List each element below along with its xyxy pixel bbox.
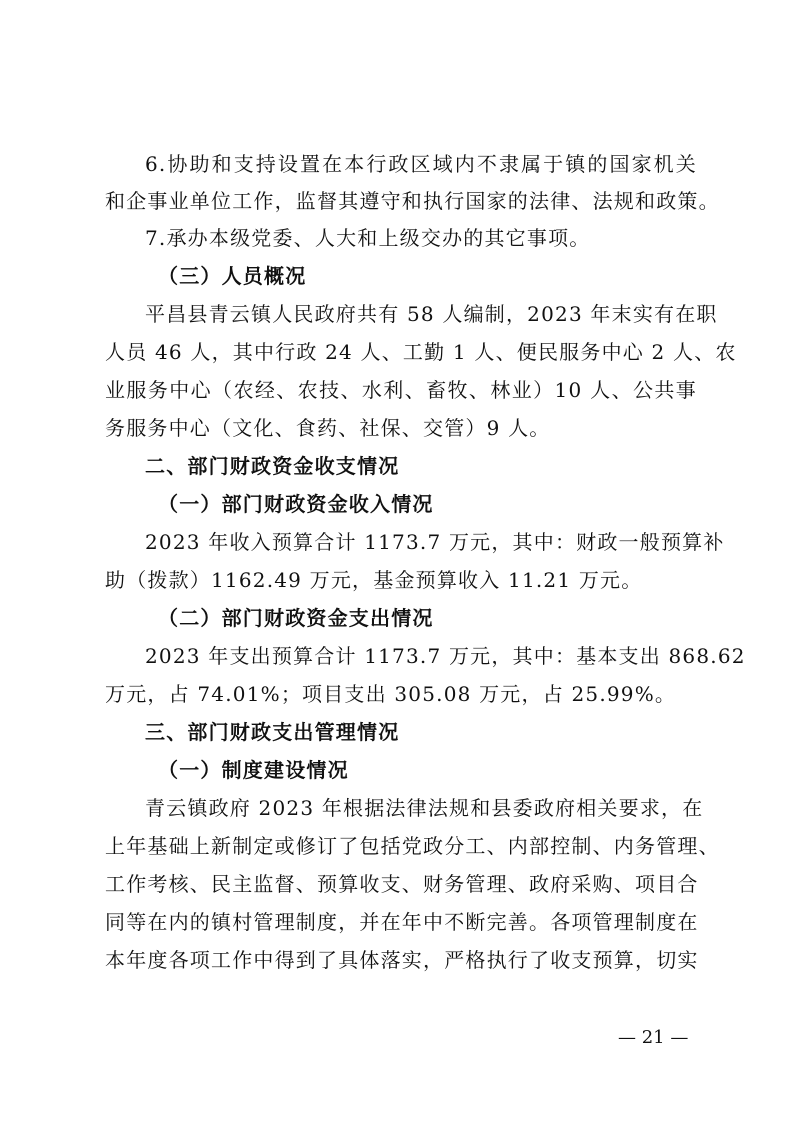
subsection-heading-system: （一）制度建设情况: [158, 758, 349, 782]
paragraph-system-line-3: 工作考核、民主监督、预算收支、财务管理、政府采购、项目合: [105, 872, 699, 896]
paragraph-personnel-line-4: 务服务中心（文化、食药、社保、交管）9 人。: [105, 416, 551, 440]
paragraph-system-line-4: 同等在内的镇村管理制度，并在年中不断完善。各项管理制度在: [105, 910, 699, 934]
paragraph-income-line-2: 助（拨款）1162.49 万元，基金预算收入 11.21 万元。: [105, 568, 643, 592]
paragraph-system-line-2: 上年基础上新制定或修订了包括党政分工、内部控制、内务管理、: [105, 834, 720, 858]
paragraph-personnel-line-2: 人员 46 人，其中行政 24 人、工勤 1 人、便民服务中心 2 人、农: [105, 340, 737, 364]
paragraph-expenditure-line-2: 万元，占 74.01%；项目支出 305.08 万元，占 25.99%。: [105, 682, 677, 706]
paragraph-expenditure-line-1: 2023 年支出预算合计 1173.7 万元，其中：基本支出 868.62: [145, 644, 746, 668]
subsection-heading-expenditure: （二）部门财政资金支出情况: [158, 606, 434, 630]
paragraph-item-7: 7.承办本级党委、人大和上级交办的其它事项。: [145, 226, 591, 250]
paragraph-personnel-line-3: 业服务中心（农经、农技、水利、畜牧、林业）10 人、公共事: [105, 378, 697, 402]
subsection-heading-income: （一）部门财政资金收入情况: [158, 492, 434, 516]
section-heading-personnel: （三）人员概况: [158, 264, 307, 288]
paragraph-system-line-5: 本年度各项工作中得到了具体落实，严格执行了收支预算，切实: [105, 948, 699, 972]
paragraph-system-line-1: 青云镇政府 2023 年根据法律法规和县委政府相关要求，在: [145, 796, 704, 820]
paragraph-personnel-line-1: 平昌县青云镇人民政府共有 58 人编制，2023 年末实有在职: [145, 302, 718, 326]
page-number: — 21 —: [618, 1027, 689, 1048]
paragraph-item-6-line-1: 6.协助和支持设置在本行政区域内不隶属于镇的国家机关: [145, 152, 697, 176]
paragraph-income-line-1: 2023 年收入预算合计 1173.7 万元，其中：财政一般预算补: [145, 530, 725, 554]
section-heading-finance: 二、部门财政资金收支情况: [145, 454, 400, 478]
section-heading-management: 三、部门财政支出管理情况: [145, 720, 400, 744]
paragraph-item-6-line-2: 和企事业单位工作，监督其遵守和执行国家的法律、法规和政策。: [105, 189, 720, 213]
